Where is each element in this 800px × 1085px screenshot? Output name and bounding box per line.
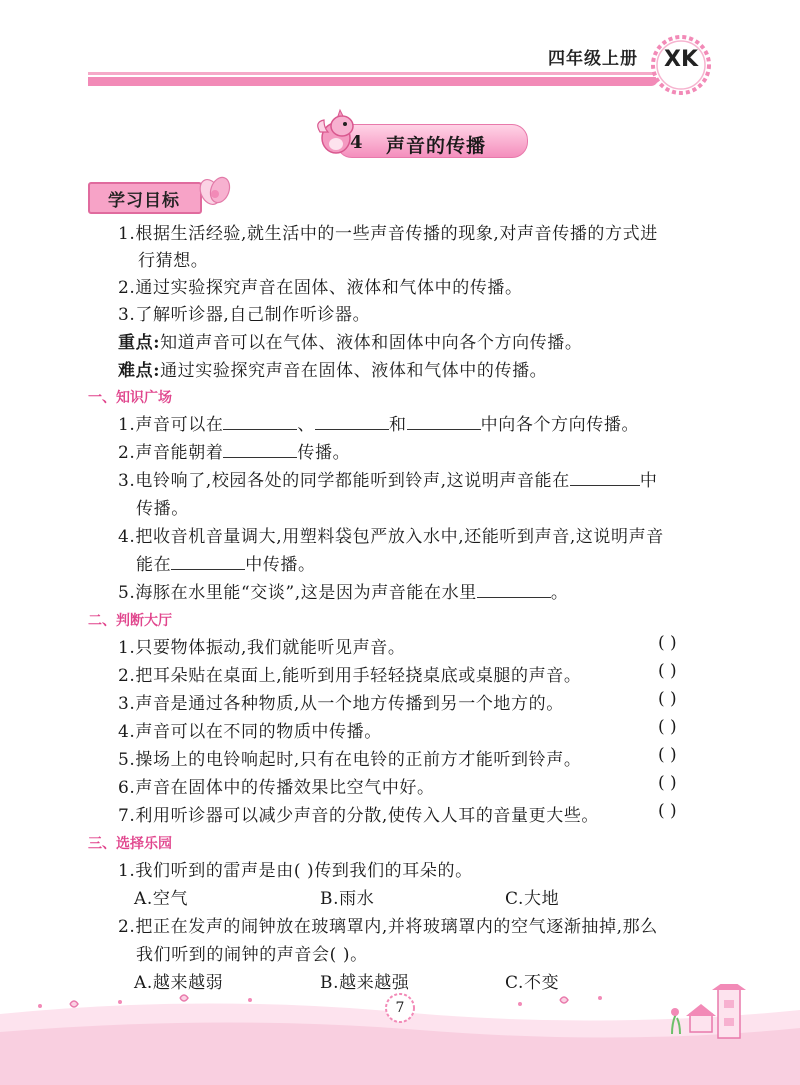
s2-answer-7[interactable]: ( ): [658, 801, 677, 821]
s2-item-1: 1.只要物体振动,我们就能听见声音。: [118, 638, 406, 658]
s1-q1-text-d: 中向各个方向传播。: [480, 415, 640, 435]
key-point: [118, 328, 582, 353]
s2-answer-1[interactable]: ( ): [658, 633, 677, 653]
lesson-number: 4: [350, 132, 363, 153]
s1-q5-text-a: 5.海豚在水里能“交谈”,这是因为声音能在水里: [118, 583, 477, 603]
s1-q1-text-a: 1.声音可以在: [118, 415, 224, 435]
s1-q5-text-b: 。: [550, 583, 569, 603]
difficult-point: [118, 356, 547, 381]
s1-q3-blank[interactable]: [570, 471, 640, 486]
goal-2: 2.通过实验探究声音在固体、液体和气体中的传播。: [118, 278, 523, 298]
house-icon: [686, 1004, 716, 1032]
s3-q1-stem: 1.我们听到的雷声是由( )传到我们的耳朵的。: [118, 861, 473, 881]
s3-q2-stem-2: 我们听到的闹钟的声音会( )。: [136, 945, 368, 965]
s2-answer-4[interactable]: ( ): [658, 717, 677, 737]
s1-q2-blank[interactable]: [223, 443, 297, 458]
s1-q1: [118, 410, 639, 435]
s1-q1-blank-3[interactable]: [407, 415, 481, 430]
s1-q5-blank[interactable]: [477, 583, 551, 598]
s3-q1-option-c[interactable]: C.大地: [505, 889, 560, 909]
s1-q4: 4.把收音机音量调大,用塑料袋包严放入水中,还能听到声音,这说明声音: [118, 527, 664, 547]
key-point-label: 重点:: [118, 333, 161, 353]
s1-q2-text-b: 传播。: [297, 443, 351, 463]
s1-q1-text-c: 和: [389, 415, 407, 435]
s1-q1-blank-1[interactable]: [223, 415, 297, 430]
s3-q2-option-c[interactable]: C.不变: [505, 973, 560, 993]
book-label: 四年级上册: [548, 49, 638, 69]
section-2-title: 二、判断大厅: [88, 613, 172, 629]
s3-q2-option-b[interactable]: B.越来越强: [320, 973, 410, 993]
badge-text: XK: [663, 47, 698, 72]
s1-q3-cont: 传播。: [136, 499, 189, 519]
lesson-title: 声音的传播: [386, 135, 487, 157]
key-point-text: 知道声音可以在气体、液体和固体中向各个方向传播。: [160, 333, 583, 353]
s2-answer-2[interactable]: ( ): [658, 661, 677, 681]
s1-q4-cont: [136, 550, 316, 575]
s1-q3-text-a: 3.电铃响了,校园各处的同学都能听到铃声,这说明声音能在: [118, 471, 570, 491]
s1-q4-blank[interactable]: [171, 555, 245, 570]
s1-q1-text-b: 、: [297, 415, 316, 435]
s3-q2-stem-1: 2.把正在发声的闹钟放在玻璃罩内,并将玻璃罩内的空气逐渐抽掉,那么: [118, 917, 658, 937]
s1-q4-text-b: 能在: [136, 555, 172, 575]
s1-q3: [118, 466, 657, 491]
s1-q2: [118, 438, 350, 463]
s2-answer-3[interactable]: ( ): [658, 689, 677, 709]
s3-q1-option-b[interactable]: B.雨水: [320, 889, 375, 909]
s2-item-5: 5.操场上的电铃响起时,只有在电铃的正前方才能听到铃声。: [118, 750, 582, 770]
s3-q2-option-a[interactable]: A.越来越弱: [134, 973, 224, 993]
s1-q4-text-c: 中传播。: [245, 555, 316, 575]
section-3-title: 三、选择乐园: [88, 836, 172, 852]
page-number: 7: [395, 1000, 405, 1016]
s3-q1-option-a[interactable]: A.空气: [134, 889, 189, 909]
goals-tag-label: 学习目标: [108, 191, 180, 211]
difficult-point-label: 难点:: [118, 361, 161, 381]
s1-q2-text-a: 2.声音能朝着: [118, 443, 224, 463]
flower-icon: [196, 174, 236, 210]
goal-3: 3.了解听诊器,自己制作听诊器。: [118, 305, 371, 325]
goal-1-cont: 行猜想。: [138, 251, 209, 271]
s2-item-3: 3.声音是通过各种物质,从一个地方传播到另一个地方的。: [118, 694, 564, 714]
header-band: [88, 72, 658, 86]
goal-1: 1.根据生活经验,就生活中的一些声音传播的现象,对声音传播的方式进: [118, 224, 658, 244]
s1-q5: [118, 578, 568, 603]
difficult-point-text: 通过实验探究声音在固体、液体和气体中的传播。: [160, 361, 548, 381]
s2-item-7: 7.利用听诊器可以减少声音的分散,使传入人耳的音量更大些。: [118, 806, 600, 826]
s2-answer-6[interactable]: ( ): [658, 773, 677, 793]
s1-q3-text-b: 中: [639, 471, 658, 491]
section-1-title: 一、知识广场: [88, 390, 172, 406]
s2-item-4: 4.声音可以在不同的物质中传播。: [118, 722, 382, 742]
s2-answer-5[interactable]: ( ): [658, 745, 677, 765]
s2-item-6: 6.声音在固体中的传播效果比空气中好。: [118, 778, 435, 798]
s2-item-2: 2.把耳朵贴在桌面上,能听到用手轻轻挠桌底或桌腿的声音。: [118, 666, 582, 686]
s1-q1-blank-2[interactable]: [315, 415, 389, 430]
